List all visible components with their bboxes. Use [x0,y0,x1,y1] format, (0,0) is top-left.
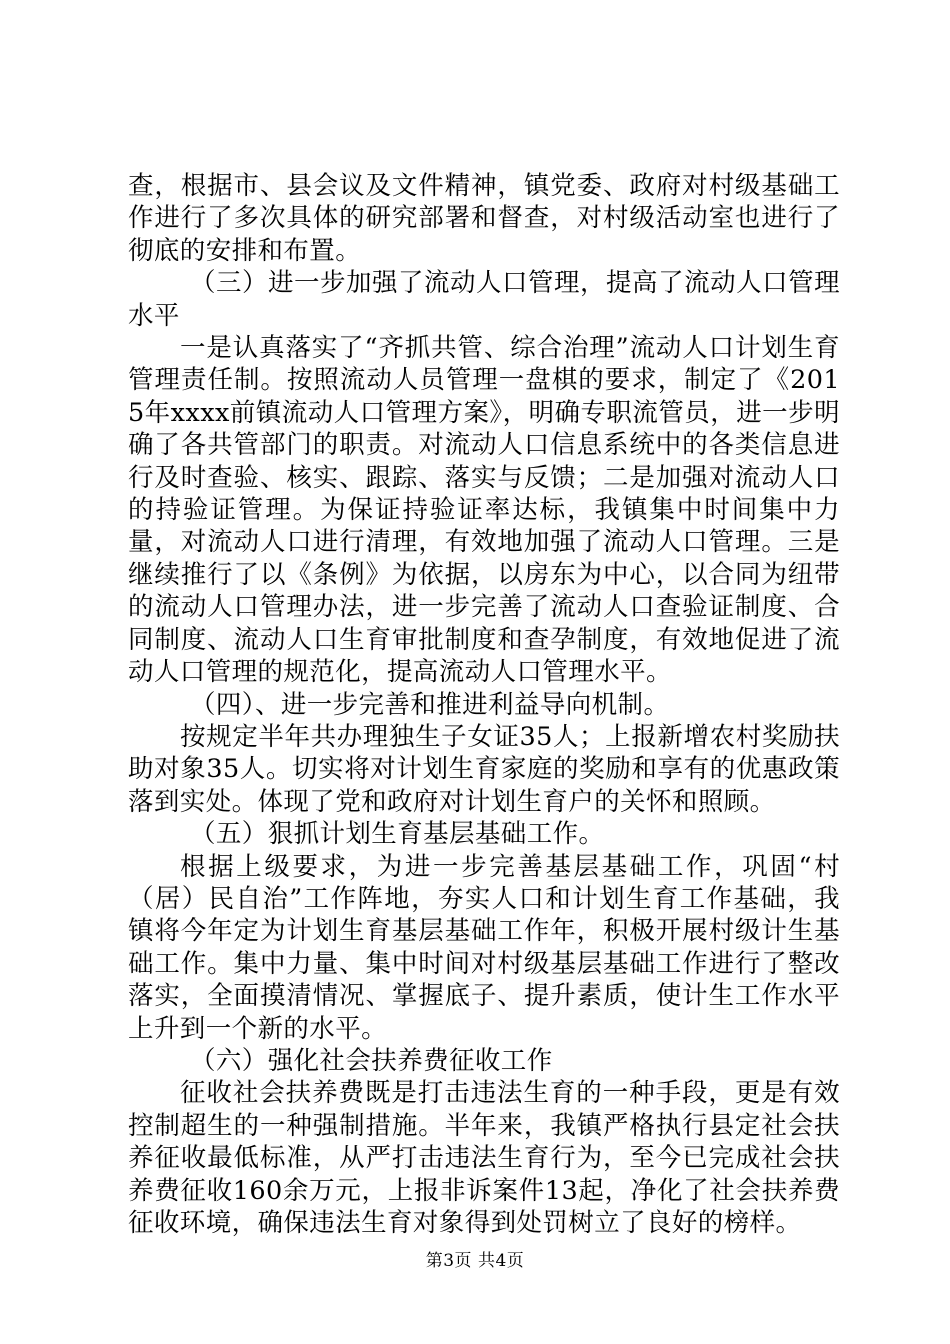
paragraph-grassroots: 根据上级要求，为进一步完善基层基础工作，巩固“村（居）民自治”工作阵地，夯实人口和计划生育工作基础，我镇将今年定为计划生育基层基础工作年，积极开展村级计生基础工作。集中力量、集中时间对村级基层基础工作进行了整改落实，全面摸清情况、掌握底子、提升素质，使计生工作水平上升到一个新的水平。 [128,851,840,1044]
section-heading-6: （六）强化社会扶养费征收工作 [190,1045,553,1076]
paragraph-incentives: 按规定半年共办理独生子女证35人；上报新增农村奖励扶助对象35人。切实将对计划生育家庭的奖励和享有的优惠政策落到实处。体现了党和政府对计划生育户的关怀和照顾。 [128,721,840,817]
section-heading-3: （三）进一步加强了流动人口管理，提高了流动人口管理水平 [128,268,840,331]
section-heading-5: （五）狠抓计划生育基层基础工作。 [190,819,605,850]
document-body [128,170,840,1239]
paragraph-floating-population: 一是认真落实了“齐抓共管、综合治理”流动人口计划生育管理责任制。按照流动人员管理一盘棋的要求，制定了《2015年xxxx前镇流动人口管理方案》，明确专职流管员，进一步明确了各共管部门的职责。对流动人口信息系统中的各类信息进行及时查验、核实、跟踪、落实与反馈；二是加强对流动人口的持验证管理。为保证持验证率达标，我镇集中时间集中力量，对流动人口进行清理，有效地加强了流动人口管理。三是继续推行了以《条例》为依据，以房东为中心，以合同为纽带的流动人口管理办法，进一步完善了流动人口查验证制度、合同制度、流动人口生育审批制度和查孕制度，有效地促进了流动人口管理的规范化，提高流动人口管理水平。 [128,333,840,688]
paragraph-continuation: 查，根据市、县会议及文件精神，镇党委、政府对村级基础工作进行了多次具体的研究部署和督查，对村级活动室也进行了彻底的安排和布置。 [128,171,840,266]
section-heading-4: （四）、进一步完善和推进利益导向机制。 [190,689,670,720]
page-number-footer: 第3页 共4页 [425,1251,525,1271]
paragraph-social-fee: 征收社会扶养费既是打击违法生育的一种手段，更是有效控制超生的一种强制措施。半年来，我镇严格执行县定社会扶养征收最低标准，从严打击违法生育行为，至今已完成社会扶养费征收160余万元，上报非诉案件13起，净化了社会扶养费征收环境，确保违法生育对象得到处罚树立了良好的榜样。 [128,1078,840,1238]
